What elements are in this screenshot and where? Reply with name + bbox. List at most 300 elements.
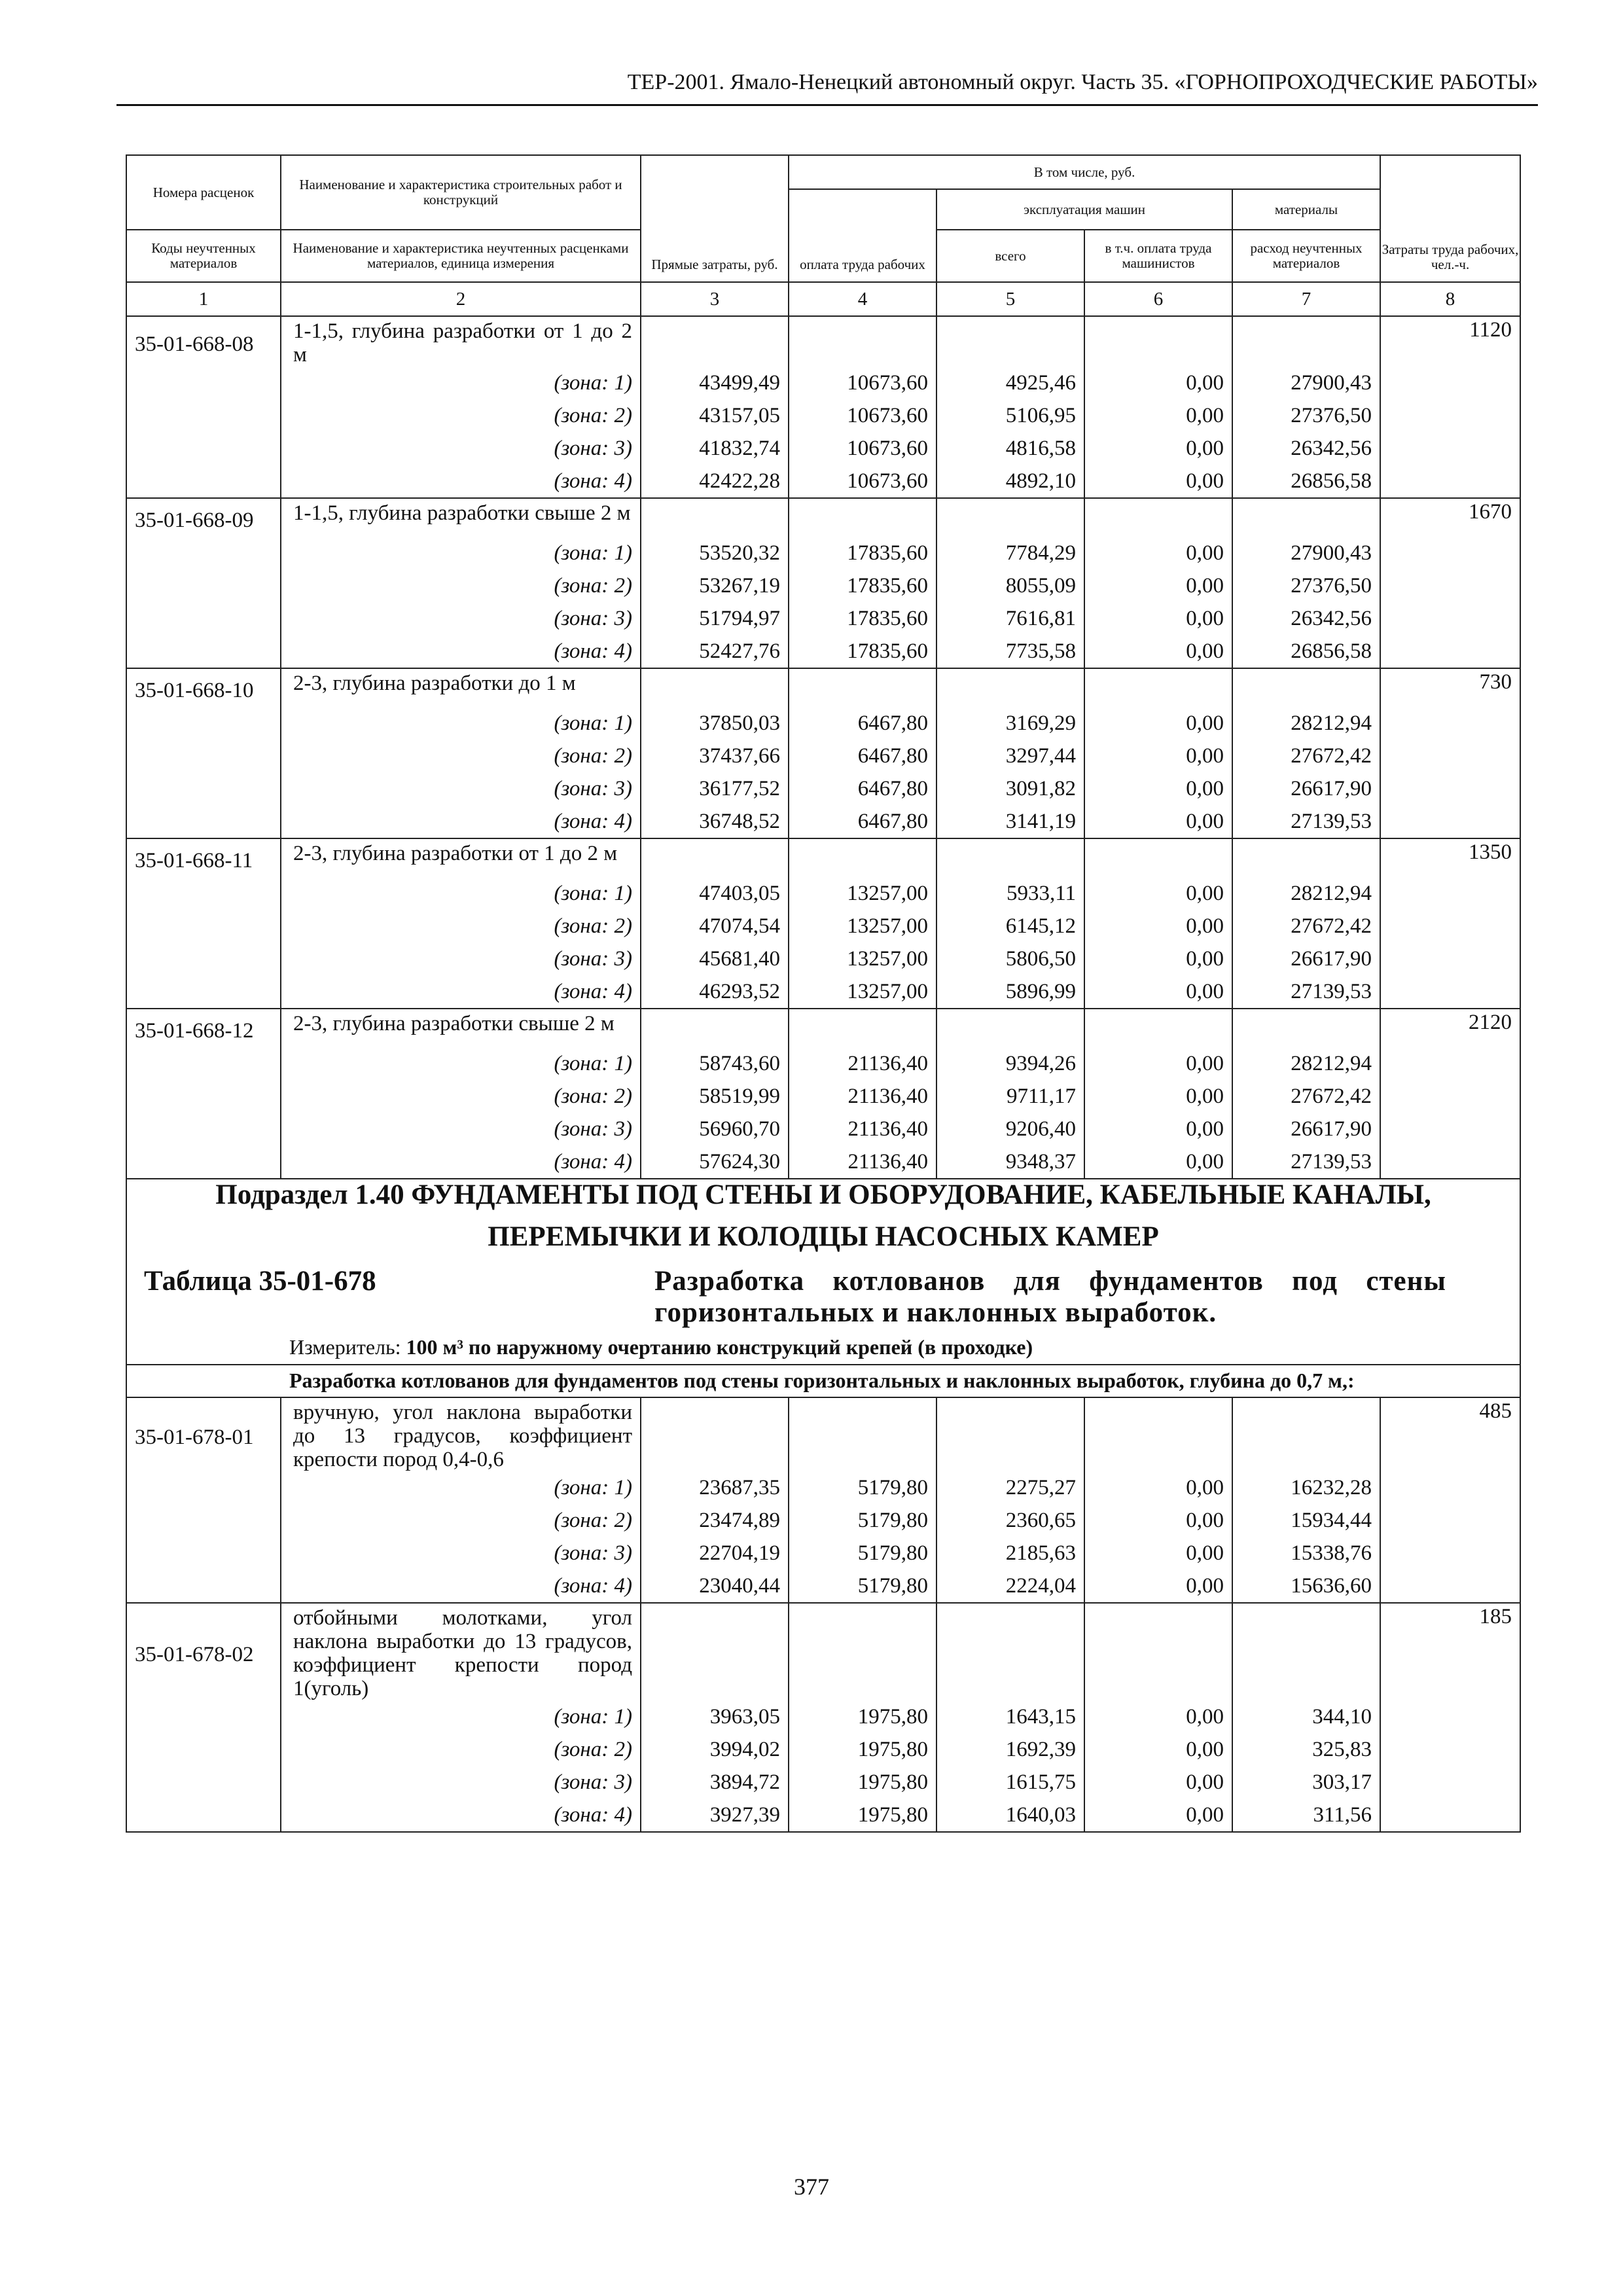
empty-cell [936,316,1084,367]
zone-row [126,1766,1520,1799]
zone-label: (зона: 1) [281,1471,641,1504]
empty-cell [126,1766,281,1799]
empty-cell [1084,1009,1232,1047]
col5-header: всего [936,230,1084,282]
zone-row [126,805,1520,838]
zone-label: (зона: 1) [281,1700,641,1733]
empty-cell [1380,1113,1520,1145]
empty-cell [1380,367,1520,399]
col6-header: в т.ч. оплата труда машинистов [1084,230,1232,282]
zone-row [126,1047,1520,1080]
zone-row [126,465,1520,498]
rates-group-b [126,1397,1520,1832]
wages: 6467,80 [789,805,936,838]
operators-wages: 0,00 [1084,707,1232,740]
machines-total: 1692,39 [936,1733,1084,1766]
empty-cell [789,1603,936,1700]
wages: 17835,60 [789,635,936,668]
col8-header: Затраты труда рабочих, чел.-ч. [1380,155,1520,282]
empty-cell [126,1733,281,1766]
empty-cell [1232,1009,1380,1047]
empty-cell [126,635,281,668]
materials-cost: 27672,42 [1232,740,1380,772]
col-number: 8 [1380,282,1520,316]
operators-wages: 0,00 [1084,569,1232,602]
zone-label: (зона: 4) [281,635,641,668]
wages: 21136,40 [789,1080,936,1113]
wages: 5179,80 [789,1537,936,1570]
direct-cost: 37850,03 [641,707,789,740]
zone-label: (зона: 3) [281,1766,641,1799]
labor-cost: 485 [1380,1397,1520,1471]
empty-cell [126,569,281,602]
wages: 5179,80 [789,1504,936,1537]
wages: 6467,80 [789,707,936,740]
zone-label: (зона: 2) [281,910,641,942]
rate-code: 35-01-668-09 [126,498,281,537]
empty-cell [126,1471,281,1504]
direct-cost: 43499,49 [641,367,789,399]
empty-cell [1380,910,1520,942]
empty-cell [789,498,936,537]
materials-cost: 27139,53 [1232,805,1380,838]
operators-wages: 0,00 [1084,537,1232,569]
operators-wages: 0,00 [1084,1570,1232,1603]
operators-wages: 0,00 [1084,1047,1232,1080]
empty-cell [1380,1080,1520,1113]
zone-label: (зона: 2) [281,1504,641,1537]
zone-label: (зона: 4) [281,465,641,498]
rate-code: 35-01-668-08 [126,316,281,367]
labor-cost: 185 [1380,1603,1520,1700]
col-number: 2 [281,282,641,316]
operators-wages: 0,00 [1084,1700,1232,1733]
empty-cell [1232,1397,1380,1471]
direct-cost: 3963,05 [641,1700,789,1733]
zone-label: (зона: 2) [281,1733,641,1766]
empty-cell [1380,635,1520,668]
materials-cost: 26617,90 [1232,772,1380,805]
zone-label: (зона: 3) [281,1537,641,1570]
col2-header-b: Наименование и характеристика неучтенных расценками материалов, единица измерения [281,230,641,282]
empty-cell [1084,316,1232,367]
empty-cell [1380,465,1520,498]
materials-cost: 28212,94 [1232,707,1380,740]
empty-cell [1084,1603,1232,1700]
zone-label: (зона: 4) [281,805,641,838]
zone-row [126,635,1520,668]
machines-total: 9206,40 [936,1113,1084,1145]
wages: 5179,80 [789,1570,936,1603]
empty-cell [126,602,281,635]
operators-wages: 0,00 [1084,1733,1232,1766]
zone-label: (зона: 2) [281,740,641,772]
materials-header: материалы [1232,189,1380,230]
included-header: В том числе, руб. [789,155,1380,189]
materials-cost: 27672,42 [1232,1080,1380,1113]
wages: 17835,60 [789,602,936,635]
empty-cell [1084,838,1232,877]
materials-cost: 15636,60 [1232,1570,1380,1603]
empty-cell [1380,707,1520,740]
rate-name: 2-3, глубина разработки свыше 2 м [281,1009,641,1047]
rate-code: 35-01-678-02 [126,1603,281,1700]
rate-title-row [126,498,1520,537]
rate-name: 2-3, глубина разработки от 1 до 2 м [281,838,641,877]
empty-cell [1380,805,1520,838]
empty-cell [126,910,281,942]
direct-cost: 58519,99 [641,1080,789,1113]
zone-row [126,367,1520,399]
wages: 1975,80 [789,1799,936,1832]
empty-cell [126,975,281,1009]
operators-wages: 0,00 [1084,1145,1232,1179]
col1-header-b: Коды неучтенных материалов [126,230,281,282]
operators-wages: 0,00 [1084,432,1232,465]
wages: 10673,60 [789,465,936,498]
zone-row [126,740,1520,772]
operators-wages: 0,00 [1084,635,1232,668]
rate-code: 35-01-668-12 [126,1009,281,1047]
unit-label: Измеритель: [289,1335,401,1359]
machines-total: 7735,58 [936,635,1084,668]
header-rule [116,104,1538,106]
materials-cost: 311,56 [1232,1799,1380,1832]
empty-cell [126,942,281,975]
rate-title-row [126,838,1520,877]
unit-line [127,1329,1520,1364]
empty-cell [126,1700,281,1733]
wages: 6467,80 [789,740,936,772]
empty-cell [936,498,1084,537]
empty-cell [641,1397,789,1471]
zone-label: (зона: 3) [281,1113,641,1145]
machines-total: 5806,50 [936,942,1084,975]
materials-cost: 26342,56 [1232,432,1380,465]
wages: 10673,60 [789,399,936,432]
operators-wages: 0,00 [1084,1799,1232,1832]
operators-wages: 0,00 [1084,942,1232,975]
rate-name: вручную, угол наклона выработки до 13 градусов, коэффициент крепости пород 0,4-0,6 [281,1397,641,1471]
direct-cost: 52427,76 [641,635,789,668]
empty-cell [1380,1733,1520,1766]
rate-name: 1-1,5, глубина разработки от 1 до 2 м [281,316,641,367]
zone-label: (зона: 1) [281,707,641,740]
labor-cost: 1350 [1380,838,1520,877]
empty-cell [126,707,281,740]
materials-cost: 344,10 [1232,1700,1380,1733]
materials-cost: 325,83 [1232,1733,1380,1766]
materials-cost: 28212,94 [1232,1047,1380,1080]
empty-cell [126,399,281,432]
direct-cost: 23687,35 [641,1471,789,1504]
materials-cost: 303,17 [1232,1766,1380,1799]
wages: 10673,60 [789,432,936,465]
empty-cell [1380,1570,1520,1603]
zone-row [126,399,1520,432]
machines-total: 9394,26 [936,1047,1084,1080]
operators-wages: 0,00 [1084,367,1232,399]
empty-cell [1380,1471,1520,1504]
empty-cell [1380,1766,1520,1799]
wages: 1975,80 [789,1733,936,1766]
wages: 21136,40 [789,1145,936,1179]
materials-cost: 27900,43 [1232,537,1380,569]
zone-label: (зона: 4) [281,1799,641,1832]
machines-total: 1640,03 [936,1799,1084,1832]
zone-row [126,1080,1520,1113]
zone-label: (зона: 3) [281,942,641,975]
zone-row [126,707,1520,740]
zone-label: (зона: 1) [281,1047,641,1080]
empty-cell [1380,602,1520,635]
operators-wages: 0,00 [1084,1080,1232,1113]
empty-cell [1380,772,1520,805]
empty-cell [641,668,789,707]
table-header [126,155,1520,316]
materials-cost: 27672,42 [1232,910,1380,942]
zone-label: (зона: 1) [281,367,641,399]
direct-cost: 23040,44 [641,1570,789,1603]
empty-cell [641,838,789,877]
empty-cell [1084,668,1232,707]
zone-label: (зона: 1) [281,877,641,910]
subsection-title: Подраздел 1.40 ФУНДАМЕНТЫ ПОД СТЕНЫ И ОБОРУДОВАНИЕ, КАБЕЛЬНЫЕ КАНАЛЫ, ПЕРЕМЫЧКИ И КОЛОДЦЫ НАСОСНЫХ КАМЕР [215,1179,1431,1252]
machines-header: эксплуатация машин [936,189,1232,230]
empty-cell [641,316,789,367]
empty-cell [126,1113,281,1145]
direct-cost: 36748,52 [641,805,789,838]
machines-total: 9711,17 [936,1080,1084,1113]
rate-code: 35-01-668-11 [126,838,281,877]
empty-cell [126,1799,281,1832]
zone-row [126,1537,1520,1570]
operators-wages: 0,00 [1084,1471,1232,1504]
machines-total: 5933,11 [936,877,1084,910]
machines-total: 3091,82 [936,772,1084,805]
empty-cell [789,668,936,707]
wages: 13257,00 [789,910,936,942]
operators-wages: 0,00 [1084,877,1232,910]
machines-total: 3297,44 [936,740,1084,772]
zone-row [126,1570,1520,1603]
col7-header: расход неучтенных материалов [1232,230,1380,282]
empty-cell [1380,399,1520,432]
zone-row [126,877,1520,910]
col-number: 5 [936,282,1084,316]
empty-cell [1232,838,1380,877]
operators-wages: 0,00 [1084,910,1232,942]
labor-cost: 2120 [1380,1009,1520,1047]
zone-label: (зона: 4) [281,1570,641,1603]
direct-cost: 37437,66 [641,740,789,772]
table-number: Таблица 35-01-678 [144,1266,376,1297]
empty-cell [1380,1047,1520,1080]
direct-cost: 58743,60 [641,1047,789,1080]
direct-cost: 53267,19 [641,569,789,602]
machines-total: 2275,27 [936,1471,1084,1504]
rate-code: 35-01-678-01 [126,1397,281,1471]
machines-total: 4892,10 [936,465,1084,498]
operators-wages: 0,00 [1084,465,1232,498]
wages: 21136,40 [789,1113,936,1145]
rate-title-row [126,1603,1520,1700]
machines-total: 5106,95 [936,399,1084,432]
empty-cell [126,367,281,399]
col-number: 1 [126,282,281,316]
zone-label: (зона: 2) [281,399,641,432]
group-description: Разработка котлованов для фундаментов под стены горизонтальных и наклонных выработок, глубина до 0,7 м,: [289,1369,1355,1392]
wages: 17835,60 [789,569,936,602]
direct-cost: 47074,54 [641,910,789,942]
zone-label: (зона: 3) [281,772,641,805]
empty-cell [126,465,281,498]
zone-row [126,569,1520,602]
col-number: 4 [789,282,936,316]
rates-table [126,154,1521,1833]
zone-label: (зона: 3) [281,432,641,465]
direct-cost: 3927,39 [641,1799,789,1832]
zone-row [126,537,1520,569]
materials-cost: 15338,76 [1232,1537,1380,1570]
machines-total: 7784,29 [936,537,1084,569]
direct-cost: 53520,32 [641,537,789,569]
empty-cell [1084,1397,1232,1471]
empty-cell [1380,942,1520,975]
operators-wages: 0,00 [1084,1537,1232,1570]
machines-total: 2224,04 [936,1570,1084,1603]
machines-total: 3169,29 [936,707,1084,740]
empty-cell [126,877,281,910]
empty-cell [1380,569,1520,602]
zone-row [126,1113,1520,1145]
empty-cell [1380,740,1520,772]
empty-cell [1380,537,1520,569]
machines-total: 1643,15 [936,1700,1084,1733]
col2-header-a: Наименование и характеристика строительных работ и конструкций [281,155,641,230]
empty-cell [936,1397,1084,1471]
zone-label: (зона: 4) [281,1145,641,1179]
direct-cost: 46293,52 [641,975,789,1009]
wages: 1975,80 [789,1766,936,1799]
running-header: ТЕР-2001. Ямало-Ненецкий автономный округ. Часть 35. «ГОРНОПРОХОДЧЕСКИЕ РАБОТЫ» [627,70,1538,94]
direct-cost: 57624,30 [641,1145,789,1179]
machines-total: 8055,09 [936,569,1084,602]
rate-code: 35-01-668-10 [126,668,281,707]
empty-cell [126,805,281,838]
empty-cell [126,740,281,772]
page-number: 377 [794,2174,829,2200]
empty-cell [936,1009,1084,1047]
zone-label: (зона: 4) [281,975,641,1009]
direct-cost: 41832,74 [641,432,789,465]
empty-cell [789,1009,936,1047]
operators-wages: 0,00 [1084,1504,1232,1537]
zone-row [126,772,1520,805]
rate-title-row [126,668,1520,707]
unit-value: 100 м³ по наружному очертанию конструкций крепей (в проходке) [406,1335,1033,1359]
machines-total: 5896,99 [936,975,1084,1009]
direct-cost: 3994,02 [641,1733,789,1766]
zone-label: (зона: 1) [281,537,641,569]
zone-row [126,1799,1520,1832]
empty-cell [789,316,936,367]
empty-cell [936,838,1084,877]
materials-cost: 27900,43 [1232,367,1380,399]
empty-cell [1380,1799,1520,1832]
empty-cell [126,1570,281,1603]
operators-wages: 0,00 [1084,1766,1232,1799]
empty-cell [789,1397,936,1471]
machines-total: 4816,58 [936,432,1084,465]
col-number: 7 [1232,282,1380,316]
empty-cell [126,432,281,465]
labor-cost: 730 [1380,668,1520,707]
direct-cost: 23474,89 [641,1504,789,1537]
materials-cost: 27376,50 [1232,399,1380,432]
operators-wages: 0,00 [1084,805,1232,838]
direct-cost: 22704,19 [641,1537,789,1570]
materials-cost: 26342,56 [1232,602,1380,635]
empty-cell [1380,1537,1520,1570]
rate-title-row [126,1009,1520,1047]
materials-cost: 16232,28 [1232,1471,1380,1504]
machines-total: 3141,19 [936,805,1084,838]
empty-cell [641,1009,789,1047]
wages: 17835,60 [789,537,936,569]
materials-cost: 27139,53 [1232,975,1380,1009]
subsection-block [126,1179,1520,1397]
empty-cell [126,1047,281,1080]
operators-wages: 0,00 [1084,602,1232,635]
empty-cell [1380,1700,1520,1733]
zone-row [126,1733,1520,1766]
empty-cell [1232,316,1380,367]
zone-row [126,975,1520,1009]
direct-cost: 43157,05 [641,399,789,432]
zone-row [126,942,1520,975]
empty-cell [936,668,1084,707]
machines-total: 6145,12 [936,910,1084,942]
machines-total: 9348,37 [936,1145,1084,1179]
wages: 13257,00 [789,942,936,975]
wages: 5179,80 [789,1471,936,1504]
zone-label: (зона: 2) [281,569,641,602]
materials-cost: 15934,44 [1232,1504,1380,1537]
empty-cell [126,1504,281,1537]
operators-wages: 0,00 [1084,772,1232,805]
materials-cost: 26856,58 [1232,465,1380,498]
empty-cell [126,1080,281,1113]
empty-cell [126,1537,281,1570]
empty-cell [1380,975,1520,1009]
empty-cell [641,1603,789,1700]
zone-row [126,602,1520,635]
empty-cell [641,498,789,537]
col-number: 3 [641,282,789,316]
empty-cell [1232,668,1380,707]
wages: 13257,00 [789,975,936,1009]
col1-header-a: Номера расценок [126,155,281,230]
empty-cell [126,537,281,569]
zone-row [126,432,1520,465]
empty-cell [1380,877,1520,910]
materials-cost: 27139,53 [1232,1145,1380,1179]
wages: 6467,80 [789,772,936,805]
zone-row [126,1700,1520,1733]
empty-cell [1232,1603,1380,1700]
operators-wages: 0,00 [1084,975,1232,1009]
